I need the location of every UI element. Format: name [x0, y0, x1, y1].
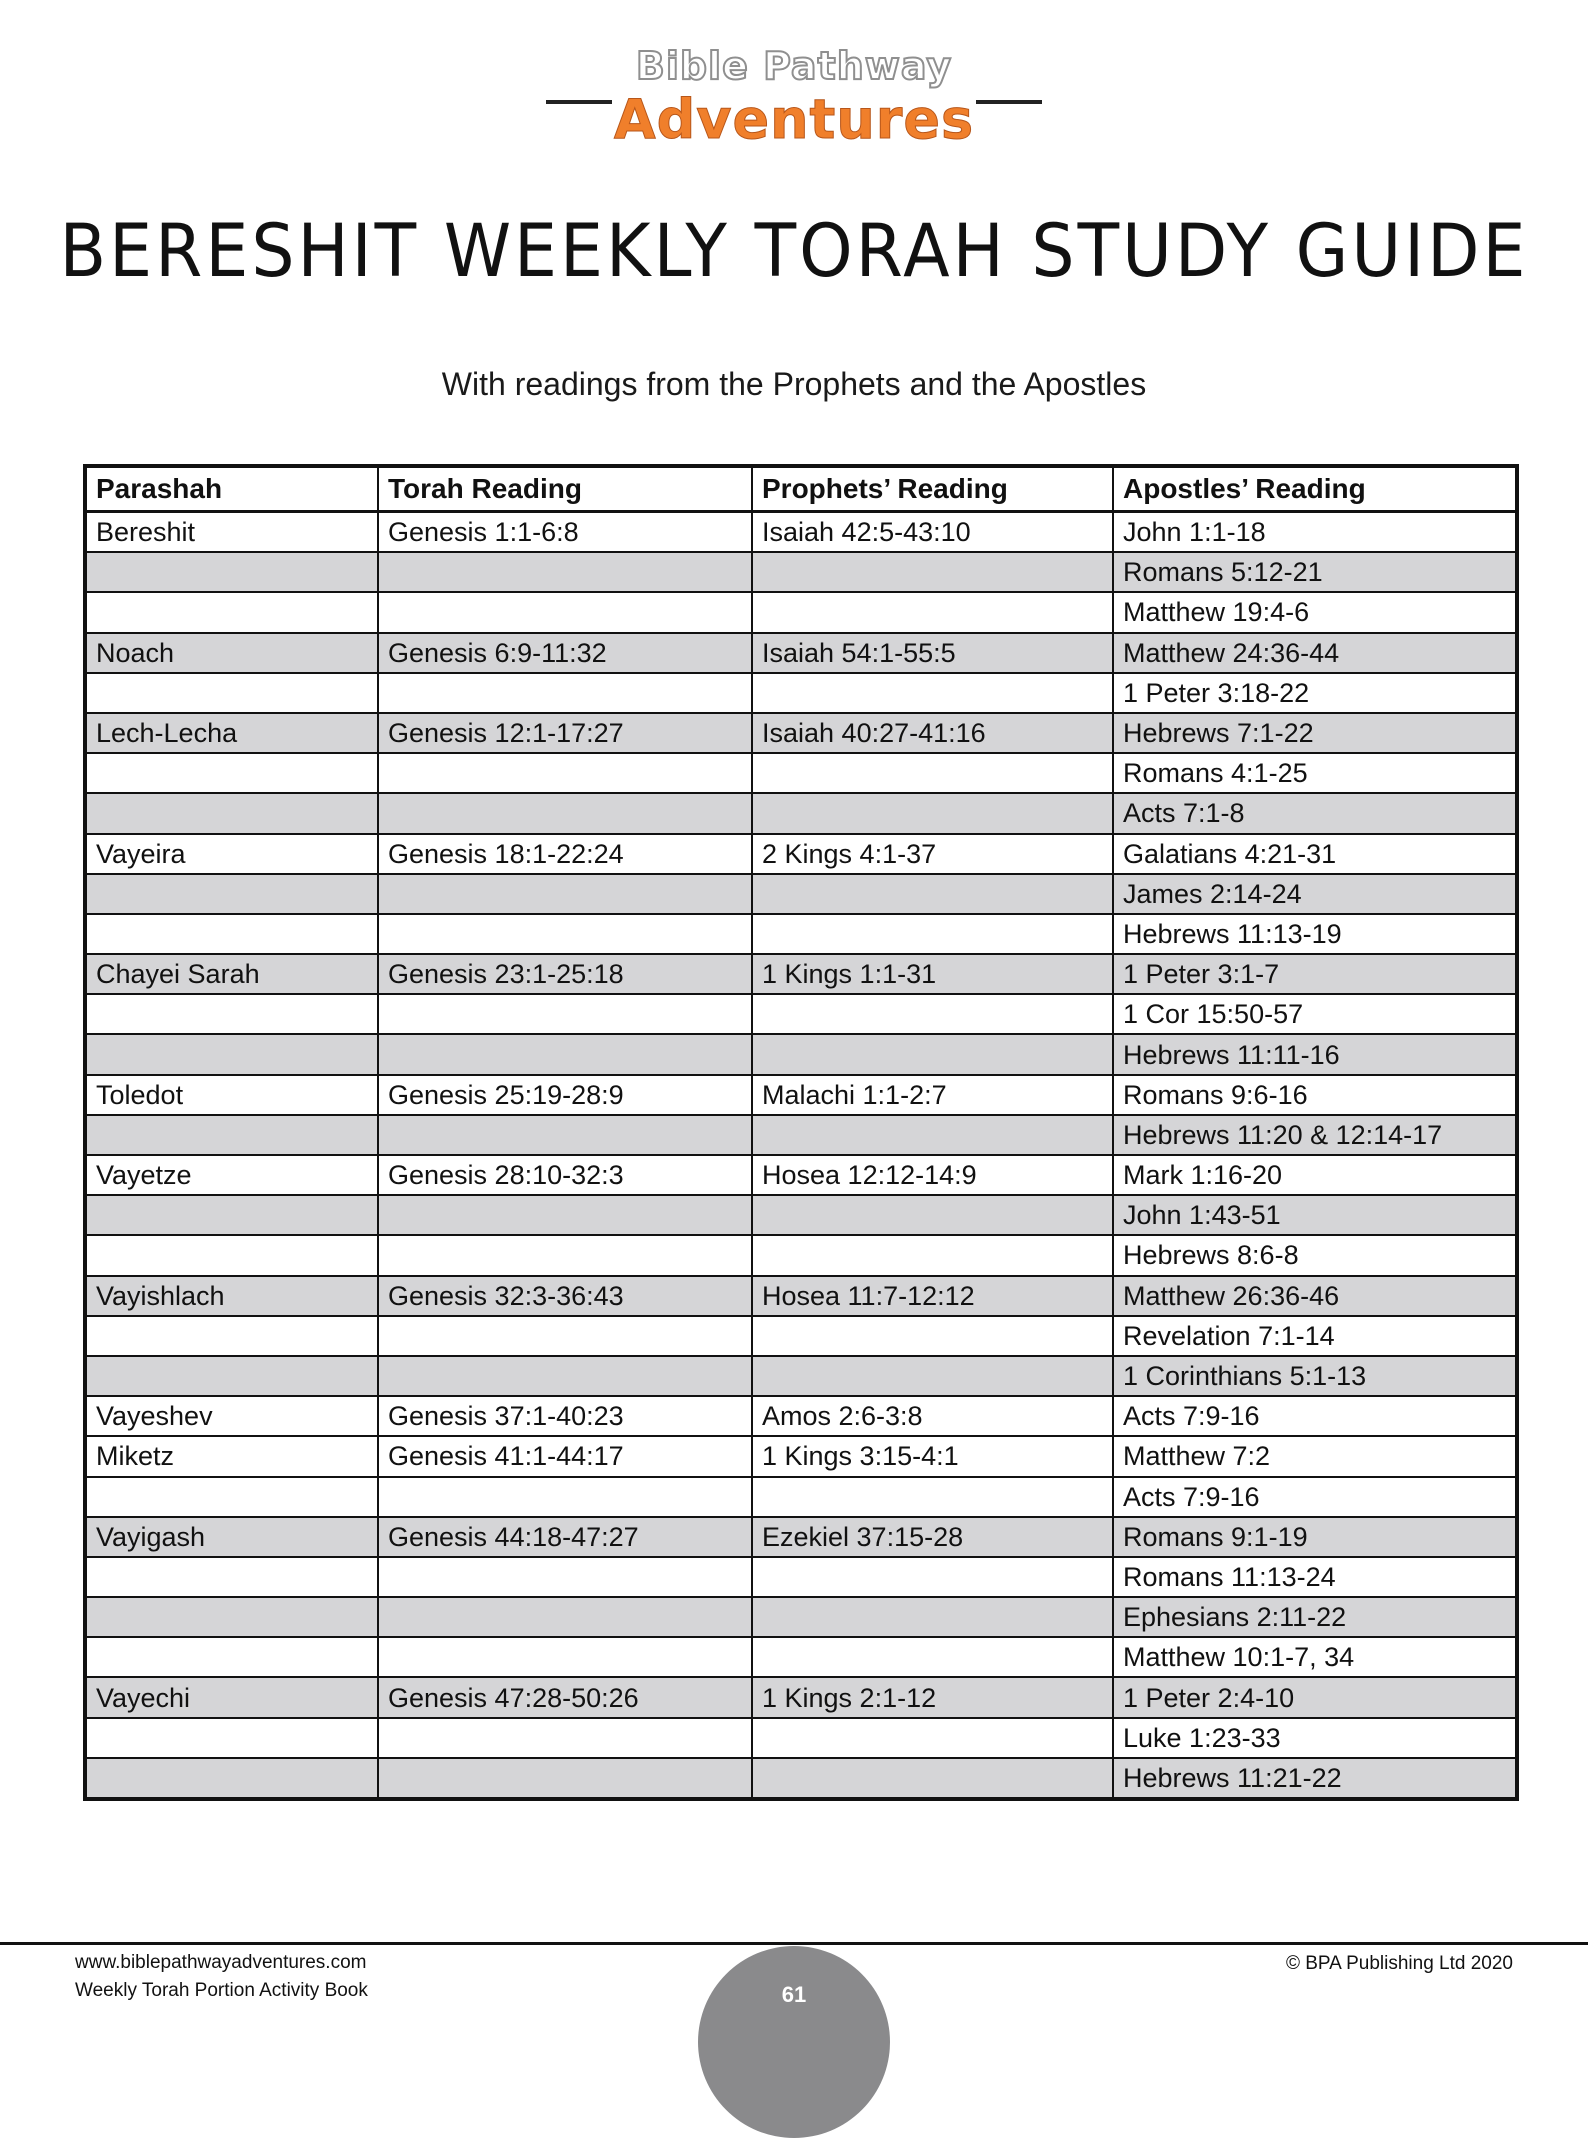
apostles-cell: Romans 11:13-24 [1113, 1557, 1517, 1597]
parashah-cell: Lech-Lecha [85, 713, 378, 753]
prophets-cell [752, 1195, 1113, 1235]
apostles-cell: 1 Corinthians 5:1-13 [1113, 1356, 1517, 1396]
prophets-cell [752, 914, 1113, 954]
table-row [85, 1115, 1517, 1155]
torah-cell [378, 1034, 752, 1074]
apostles-cell: John 1:1-18 [1113, 512, 1517, 553]
prophets-cell [752, 1235, 1113, 1275]
torah-cell: Genesis 32:3-36:43 [378, 1276, 752, 1316]
prophets-cell [752, 1718, 1113, 1758]
prophets-cell [752, 1356, 1113, 1396]
parashah-cell [85, 592, 378, 632]
table-row [85, 994, 1517, 1034]
parashah-cell [85, 673, 378, 713]
apostles-cell: Acts 7:1-8 [1113, 793, 1517, 833]
table-row [85, 592, 1517, 632]
prophets-cell [752, 1557, 1113, 1597]
parashah-cell: Vayetze [85, 1155, 378, 1195]
torah-cell [378, 1115, 752, 1155]
parashah-cell [85, 1195, 378, 1235]
torah-cell [378, 1235, 752, 1275]
torah-cell [378, 1597, 752, 1637]
apostles-cell: Matthew 26:36-46 [1113, 1276, 1517, 1316]
parashah-cell: Miketz [85, 1436, 378, 1476]
torah-cell [378, 552, 752, 592]
prophets-cell: Ezekiel 37:15-28 [752, 1517, 1113, 1557]
apostles-cell: Matthew 24:36-44 [1113, 633, 1517, 673]
table-row [85, 1436, 1517, 1476]
parashah-cell: Chayei Sarah [85, 954, 378, 994]
apostles-cell: Hebrews 11:20 & 12:14-17 [1113, 1115, 1517, 1155]
torah-cell [378, 1718, 752, 1758]
apostles-cell: Acts 7:9-16 [1113, 1477, 1517, 1517]
apostles-cell: James 2:14-24 [1113, 874, 1517, 914]
apostles-cell: Ephesians 2:11-22 [1113, 1597, 1517, 1637]
table-row [85, 1477, 1517, 1517]
table-row [85, 874, 1517, 914]
prophets-cell [752, 673, 1113, 713]
parashah-cell [85, 1316, 378, 1356]
table-row [85, 834, 1517, 874]
table-row [85, 1677, 1517, 1717]
torah-cell: Genesis 47:28-50:26 [378, 1677, 752, 1717]
prophets-cell [752, 994, 1113, 1034]
parashah-cell [85, 1115, 378, 1155]
footer-book-title: Weekly Torah Portion Activity Book [75, 1980, 368, 2001]
table-header-row [85, 466, 1517, 512]
parashah-cell [85, 874, 378, 914]
torah-cell: Genesis 37:1-40:23 [378, 1396, 752, 1436]
parashah-cell: Vayeshev [85, 1396, 378, 1436]
header-torah-reading: Torah Reading [378, 466, 752, 512]
torah-cell: Genesis 6:9-11:32 [378, 633, 752, 673]
logo [0, 38, 1588, 151]
torah-cell [378, 1195, 752, 1235]
apostles-cell: Hebrews 7:1-22 [1113, 713, 1517, 753]
apostles-cell: Romans 5:12-21 [1113, 552, 1517, 592]
prophets-cell: Hosea 11:7-12:12 [752, 1276, 1113, 1316]
prophets-cell [752, 1316, 1113, 1356]
table-row [85, 1316, 1517, 1356]
prophets-cell: Malachi 1:1-2:7 [752, 1075, 1113, 1115]
parashah-cell: Vayigash [85, 1517, 378, 1557]
logo-line-2: Adventures [613, 88, 975, 151]
table-row [85, 1637, 1517, 1677]
prophets-cell: Isaiah 54:1-55:5 [752, 633, 1113, 673]
parashah-cell: Vayeira [85, 834, 378, 874]
apostles-cell: Matthew 19:4-6 [1113, 592, 1517, 632]
prophets-cell: Isaiah 42:5-43:10 [752, 512, 1113, 553]
table-row [85, 753, 1517, 793]
apostles-cell: Matthew 7:2 [1113, 1436, 1517, 1476]
apostles-cell: Acts 7:9-16 [1113, 1396, 1517, 1436]
torah-cell [378, 1758, 752, 1799]
apostles-cell: 1 Cor 15:50-57 [1113, 994, 1517, 1034]
table-row [85, 1557, 1517, 1597]
parashah-cell: Vayechi [85, 1677, 378, 1717]
prophets-cell [752, 1597, 1113, 1637]
torah-cell [378, 793, 752, 833]
prophets-cell: 1 Kings 2:1-12 [752, 1677, 1113, 1717]
parashah-cell [85, 552, 378, 592]
page-subtitle: With readings from the Prophets and the Apostles [441, 366, 1147, 402]
apostles-cell: John 1:43-51 [1113, 1195, 1517, 1235]
parashah-cell [85, 1034, 378, 1074]
table-row [85, 512, 1517, 553]
torah-cell [378, 592, 752, 632]
header-prophets-reading: Prophets’ Reading [752, 466, 1113, 512]
header-parashah: Parashah [85, 466, 378, 512]
torah-cell: Genesis 44:18-47:27 [378, 1517, 752, 1557]
apostles-cell: Hebrews 8:6-8 [1113, 1235, 1517, 1275]
parashah-cell [85, 1557, 378, 1597]
table-row [85, 1718, 1517, 1758]
torah-cell [378, 1356, 752, 1396]
table-body [85, 512, 1517, 1800]
torah-cell [378, 753, 752, 793]
torah-cell [378, 673, 752, 713]
torah-cell [378, 1477, 752, 1517]
parashah-cell: Noach [85, 633, 378, 673]
apostles-cell: Hebrews 11:13-19 [1113, 914, 1517, 954]
prophets-cell [752, 592, 1113, 632]
parashah-cell [85, 1477, 378, 1517]
torah-cell: Genesis 25:19-28:9 [378, 1075, 752, 1115]
torah-cell: Genesis 1:1-6:8 [378, 512, 752, 553]
reading-table [83, 464, 1519, 1801]
table-row [85, 713, 1517, 753]
table-row [85, 1034, 1517, 1074]
torah-cell [378, 914, 752, 954]
parashah-cell: Vayishlach [85, 1276, 378, 1316]
prophets-cell [752, 1115, 1113, 1155]
table-row [85, 1155, 1517, 1195]
table-row [85, 1597, 1517, 1637]
apostles-cell: Hebrews 11:21-22 [1113, 1758, 1517, 1799]
torah-cell: Genesis 12:1-17:27 [378, 713, 752, 753]
apostles-cell: Revelation 7:1-14 [1113, 1316, 1517, 1356]
footer-copyright: © BPA Publishing Ltd 2020 [1285, 1953, 1513, 1974]
torah-cell: Genesis 18:1-22:24 [378, 834, 752, 874]
prophets-cell: Isaiah 40:27-41:16 [752, 713, 1113, 753]
table-row [85, 633, 1517, 673]
logo-line-1: Bible Pathway [635, 44, 953, 88]
parashah-cell [85, 1758, 378, 1799]
apostles-cell: 1 Peter 3:1-7 [1113, 954, 1517, 994]
torah-cell: Genesis 41:1-44:17 [378, 1436, 752, 1476]
table-row [85, 1356, 1517, 1396]
parashah-cell [85, 1718, 378, 1758]
parashah-cell [85, 1235, 378, 1275]
torah-cell: Genesis 28:10-32:3 [378, 1155, 752, 1195]
table-row [85, 1396, 1517, 1436]
table-row [85, 1758, 1517, 1799]
table-row [85, 1517, 1517, 1557]
parashah-cell: Bereshit [85, 512, 378, 553]
prophets-cell: 1 Kings 1:1-31 [752, 954, 1113, 994]
table-row [85, 1195, 1517, 1235]
torah-cell [378, 874, 752, 914]
table-row [85, 552, 1517, 592]
prophets-cell [752, 793, 1113, 833]
apostles-cell: Mark 1:16-20 [1113, 1155, 1517, 1195]
prophets-cell [752, 1637, 1113, 1677]
apostles-cell: Luke 1:23-33 [1113, 1718, 1517, 1758]
parashah-cell [85, 914, 378, 954]
header-apostles-reading: Apostles’ Reading [1113, 466, 1517, 512]
prophets-cell [752, 1034, 1113, 1074]
torah-cell [378, 1316, 752, 1356]
apostles-cell: Romans 4:1-25 [1113, 753, 1517, 793]
parashah-cell [85, 994, 378, 1034]
apostles-cell: 1 Peter 2:4-10 [1113, 1677, 1517, 1717]
parashah-cell [85, 753, 378, 793]
prophets-cell: 1 Kings 3:15-4:1 [752, 1436, 1113, 1476]
page-number-tab [698, 1946, 890, 2138]
torah-cell [378, 1557, 752, 1597]
torah-cell [378, 994, 752, 1034]
apostles-cell: Romans 9:6-16 [1113, 1075, 1517, 1115]
table-row [85, 673, 1517, 713]
parashah-cell [85, 1597, 378, 1637]
prophets-cell [752, 874, 1113, 914]
table-row [85, 793, 1517, 833]
page-title: BERESHIT WEEKLY TORAH STUDY GUIDE [59, 208, 1529, 295]
footer-url: www.biblepathwayadventures.com [75, 1952, 367, 1973]
footer-divider [0, 1942, 1588, 1945]
parashah-cell [85, 1356, 378, 1396]
torah-cell: Genesis 23:1-25:18 [378, 954, 752, 994]
apostles-cell: Galatians 4:21-31 [1113, 834, 1517, 874]
parashah-cell: Toledot [85, 1075, 378, 1115]
prophets-cell: Amos 2:6-3:8 [752, 1396, 1113, 1436]
prophets-cell [752, 1477, 1113, 1517]
apostles-cell: Hebrews 11:11-16 [1113, 1034, 1517, 1074]
apostles-cell: Matthew 10:1-7, 34 [1113, 1637, 1517, 1677]
table-row [85, 1235, 1517, 1275]
table-row [85, 914, 1517, 954]
parashah-cell [85, 793, 378, 833]
page-number: 61 [781, 1982, 807, 2007]
table-row [85, 954, 1517, 994]
prophets-cell [752, 552, 1113, 592]
torah-cell [378, 1637, 752, 1677]
prophets-cell: Hosea 12:12-14:9 [752, 1155, 1113, 1195]
prophets-cell [752, 753, 1113, 793]
table-row [85, 1276, 1517, 1316]
apostles-cell: 1 Peter 3:18-22 [1113, 673, 1517, 713]
parashah-cell [85, 1637, 378, 1677]
apostles-cell: Romans 9:1-19 [1113, 1517, 1517, 1557]
prophets-cell: 2 Kings 4:1-37 [752, 834, 1113, 874]
table-row [85, 1075, 1517, 1115]
prophets-cell [752, 1758, 1113, 1799]
